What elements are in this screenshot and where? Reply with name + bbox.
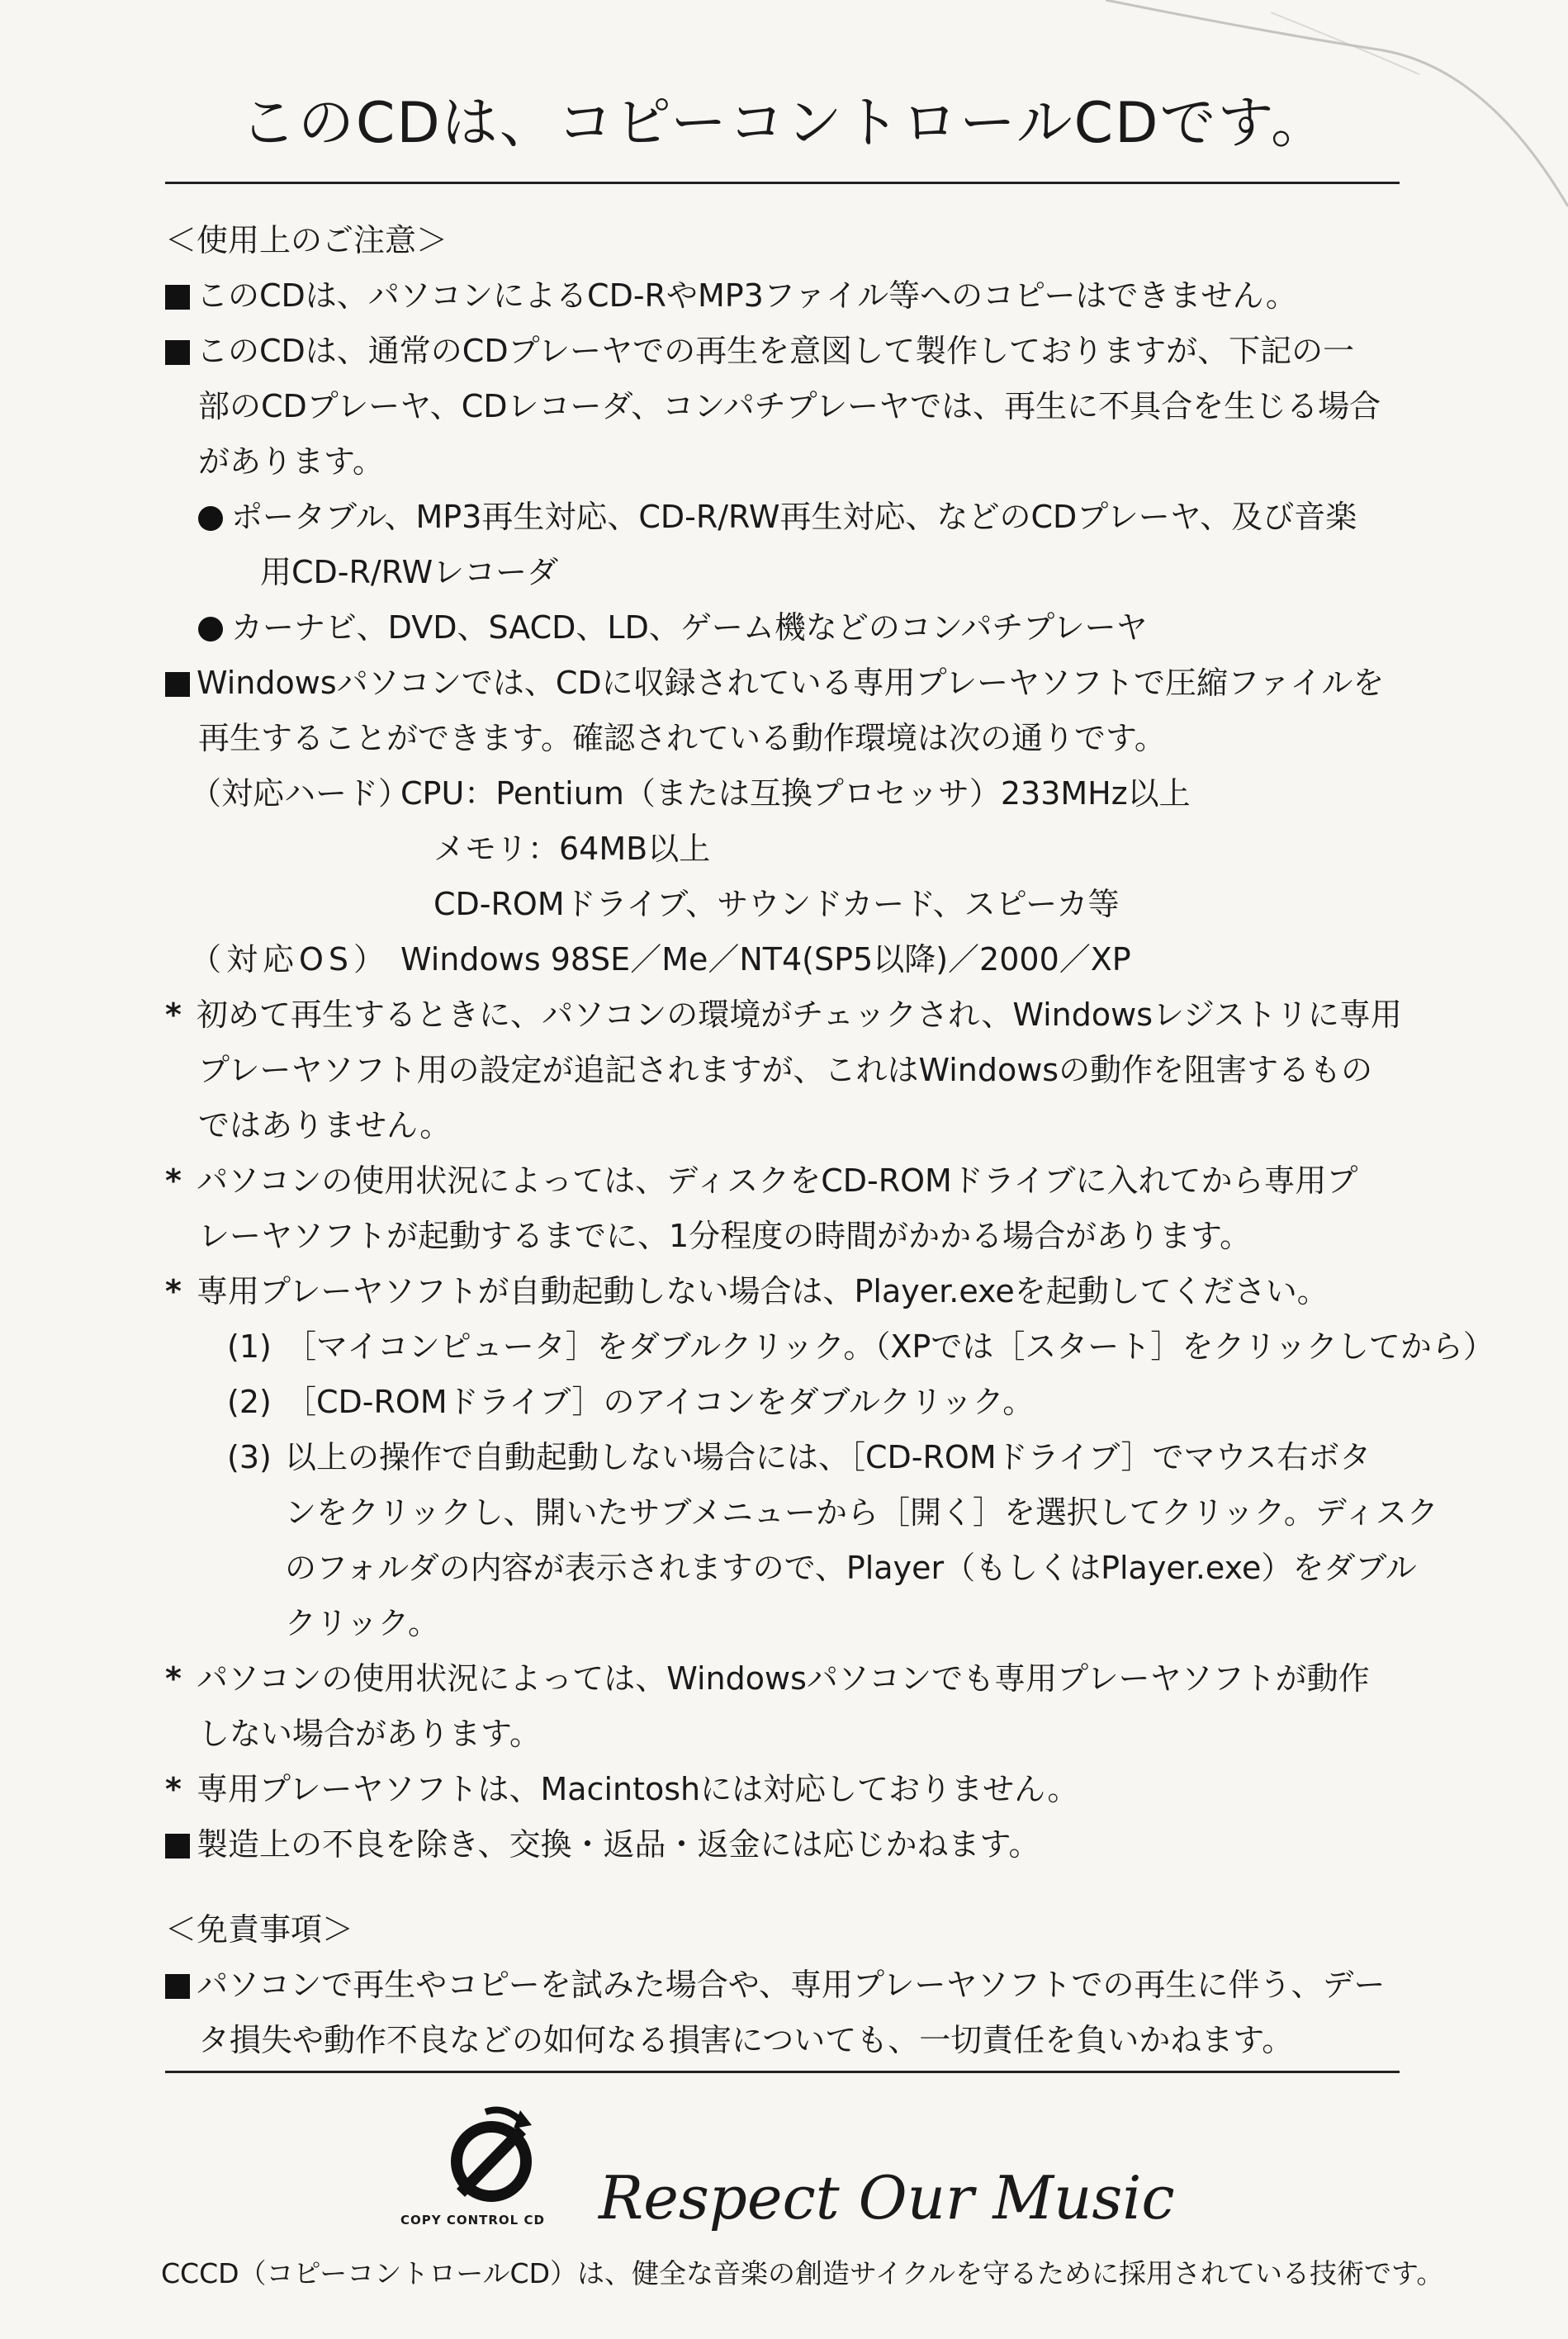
drive-spec: CD-ROMドライブ、サウンドカード、スピーカ等 (433, 886, 1120, 922)
slogan: Respect Our Music (599, 2163, 1175, 2232)
player-list-item: ポータブル、MP3再生対応、CD-R/RW再生対応、などのCDプレーヤ、及び音楽 (165, 490, 1404, 545)
copy-control-cd-logo (396, 2104, 586, 2211)
os-spec-row (165, 932, 1404, 987)
footer-text: CCCD（コピーコントロールCD）は、健全な音楽の創造サイクルを守るために採用されている技術です。 (161, 2257, 1444, 2289)
disclaimer-item: パソコンで再生やコピーを試みた場合や、専用プレーヤソフトでの再生に伴う、デー (165, 1958, 1404, 2013)
square-bullet-icon (165, 285, 190, 310)
note-item: * 専用プレーヤソフトは、Macintoshには対応しておりません。 (165, 1762, 1404, 1817)
player-list-item-continued: 用CD-R/RWレコーダ (260, 554, 559, 590)
step-item: (2) ［CD-ROMドライブ］のアイコンをダブルクリック。 (227, 1384, 1035, 1420)
note-item: * 専用プレーヤソフトが自動起動しない場合は、Player.exeを起動してください。 (165, 1264, 1404, 1319)
square-bullet-icon (165, 1974, 190, 1999)
note-item-continued: ではありません。 (198, 1107, 452, 1143)
note-item: * パソコンの使用状況によっては、ディスクをCD-ROMドライブに入れてから専用プ (165, 1153, 1404, 1209)
square-bullet-icon (165, 1834, 190, 1858)
note-item-continued: レーヤソフトが起動するまでに、1分程度の時間がかかる場合があります。 (198, 1218, 1252, 1254)
top-divider (165, 182, 1400, 184)
square-bullet-icon (165, 672, 190, 697)
round-bullet-icon (198, 617, 223, 642)
asterisk-icon: * (165, 1771, 182, 1807)
usage-item: Windowsパソコンでは、CDに収録されている専用プレーヤソフトで圧縮ファイルを (165, 656, 1404, 711)
section-heading-usage: ＜使用上のご注意＞ (165, 222, 448, 258)
os-spec: Windows 98SE／Me／NT4(SP5以降)／2000／XP (400, 941, 1131, 978)
logo-caption: COPY CONTROL CD (400, 2213, 545, 2228)
usage-item: 製造上の不良を除き、交換・返品・返金には応じかねます。 (165, 1817, 1404, 1873)
asterisk-icon: * (165, 1162, 182, 1199)
notice-content (165, 213, 1495, 2068)
disclaimer-item-continued: タ損失や動作不良などの如何なる損害についても、一切責任を負いかねます。 (198, 2022, 1294, 2058)
os-label: （対応OS） (190, 941, 391, 978)
hardware-spec-row (165, 766, 1404, 821)
step-item-continued: のフォルダの内容が表示されますので、Player（もしくはPlayer.exe）をダブル (285, 1550, 1417, 1586)
page-title: このCDは、コピーコントロールCDです。 (239, 91, 1329, 156)
usage-item-continued: があります。 (198, 443, 384, 480)
step-item: (1) ［マイコンピュータ］をダブルクリック。（XPでは［スタート］をクリックしてから） (227, 1328, 1495, 1365)
section-heading-disclaimer: ＜免責事項＞ (165, 1911, 354, 1948)
asterisk-icon: * (165, 1273, 182, 1309)
bottom-divider (165, 2071, 1400, 2073)
cpu-spec: CPU：Pentium（または互換プロセッサ）233MHz以上 (400, 775, 1191, 812)
square-bullet-icon (165, 340, 190, 365)
step-item: (3) 以上の操作で自動起動しない場合には、［CD-ROMドライブ］でマウス右ボタ (227, 1439, 1371, 1475)
memory-spec: メモリ：64MB以上 (433, 831, 711, 867)
player-list-item: カーナビ、DVD、SACD、LD、ゲーム機などのコンパチプレーヤ (165, 600, 1404, 656)
asterisk-icon: * (165, 997, 182, 1033)
note-item-continued: しない場合があります。 (198, 1716, 541, 1752)
usage-item: このCDは、通常のCDプレーヤでの再生を意図して製作しておりますが、下記の一 (165, 324, 1404, 379)
usage-item-continued: 再生することができます。確認されている動作環境は次の通りです。 (198, 720, 1166, 756)
step-item-continued: ンをクリックし、開いたサブメニューから［開く］を選択してクリック。ディスク (285, 1494, 1438, 1531)
round-bullet-icon (198, 506, 223, 531)
usage-item-continued: 部のCDプレーヤ、CDレコーダ、コンパチプレーヤでは、再生に不具合を生じる場合 (198, 388, 1381, 424)
step-item-continued: クリック。 (285, 1605, 439, 1641)
hardware-label: （対応ハード） (190, 775, 410, 812)
note-item: * パソコンの使用状況によっては、Windowsパソコンでも専用プレーヤソフトが動作 (165, 1651, 1404, 1707)
note-item-continued: プレーヤソフト用の設定が追記されますが、これはWindowsの動作を阻害するもの (198, 1052, 1373, 1088)
asterisk-icon: * (165, 1660, 182, 1697)
note-item: * 初めて再生するときに、パソコンの環境がチェックされ、Windowsレジストリに専用 (165, 987, 1404, 1043)
usage-item: このCDは、パソコンによるCD-RやMP3ファイル等へのコピーはできません。 (165, 268, 1404, 324)
